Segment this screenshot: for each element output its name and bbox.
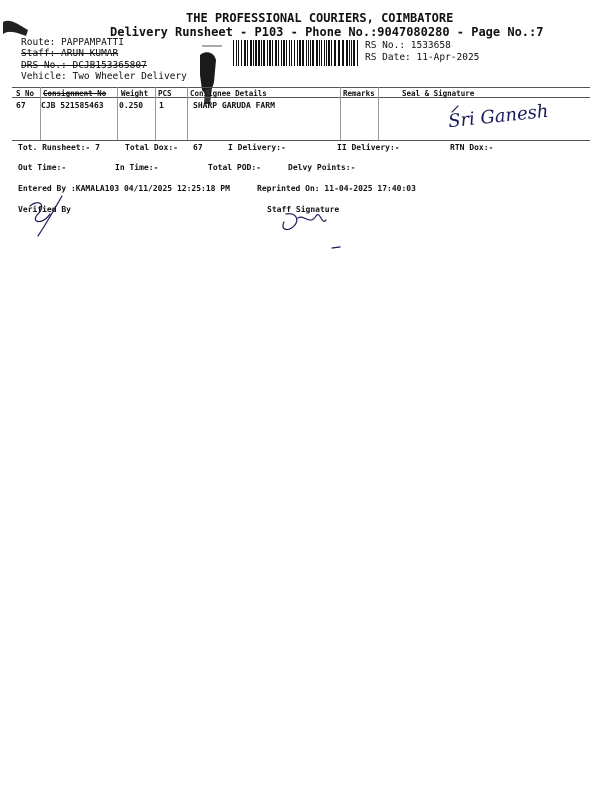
ii-delivery: II Delivery:- [337,143,400,152]
rs-number: RS No.: 1533658 [365,40,451,51]
row-weight: 0.250 [119,101,144,110]
reprinted-on: Reprinted On: 11-04-2025 17:40:03 [257,184,416,193]
row-pcs: 1 [159,101,164,110]
col-header-consignee: Consignee Details [190,89,267,98]
col-header-pcs: PCS [158,89,172,98]
vehicle-label: Vehicle: Two Wheeler Delivery [21,71,187,82]
tot-runsheet: Tot. Runsheet:- 7 [18,143,100,152]
total-dox-value: 67 [193,143,203,152]
delvy-points: Delvy Points:- [288,163,356,172]
col-header-weight: Weight [121,89,149,98]
out-time: Out Time:- [18,163,67,172]
drs-label: DRS No.: DCJB153365807 [21,60,147,71]
verified-by-label: Verified By [18,205,71,214]
col-header-sno: S No [16,89,35,98]
staff-label: Staff: ARUN KUMAR [21,48,119,59]
total-pod: Total POD:- [208,163,261,172]
col-header-seal: Seal & Signature [402,89,475,98]
entered-by: Entered By :KAMALA103 04/11/2025 12:25:18 PM [18,184,230,193]
col-header-consignment: Consignment No [43,89,107,98]
rtn-dox: RTN Dox:- [450,143,494,152]
row-sno: 67 [16,101,26,110]
row-consignment: CJB 521585463 [41,101,104,110]
route-label: Route: PAPPAMPATTI [21,37,124,48]
col-header-remarks: Remarks [343,89,375,98]
runsheet-title: Delivery Runsheet - P103 - Phone No.:9047080280 - Page No.:7 [110,25,544,39]
staff-signature-label: Staff Signature [267,205,340,214]
row-consignee: SHARP GARUDA FARM [193,101,275,110]
total-dox-label: Total Dox:- [125,143,178,152]
i-delivery: I Delivery:- [228,143,286,152]
rs-date: RS Date: 11-Apr-2025 [365,52,480,63]
company-title: THE PROFESSIONAL COURIERS, COIMBATORE [186,11,454,25]
consignee-signature: Sri Ganesh [447,100,550,133]
in-time: In Time:- [115,163,159,172]
